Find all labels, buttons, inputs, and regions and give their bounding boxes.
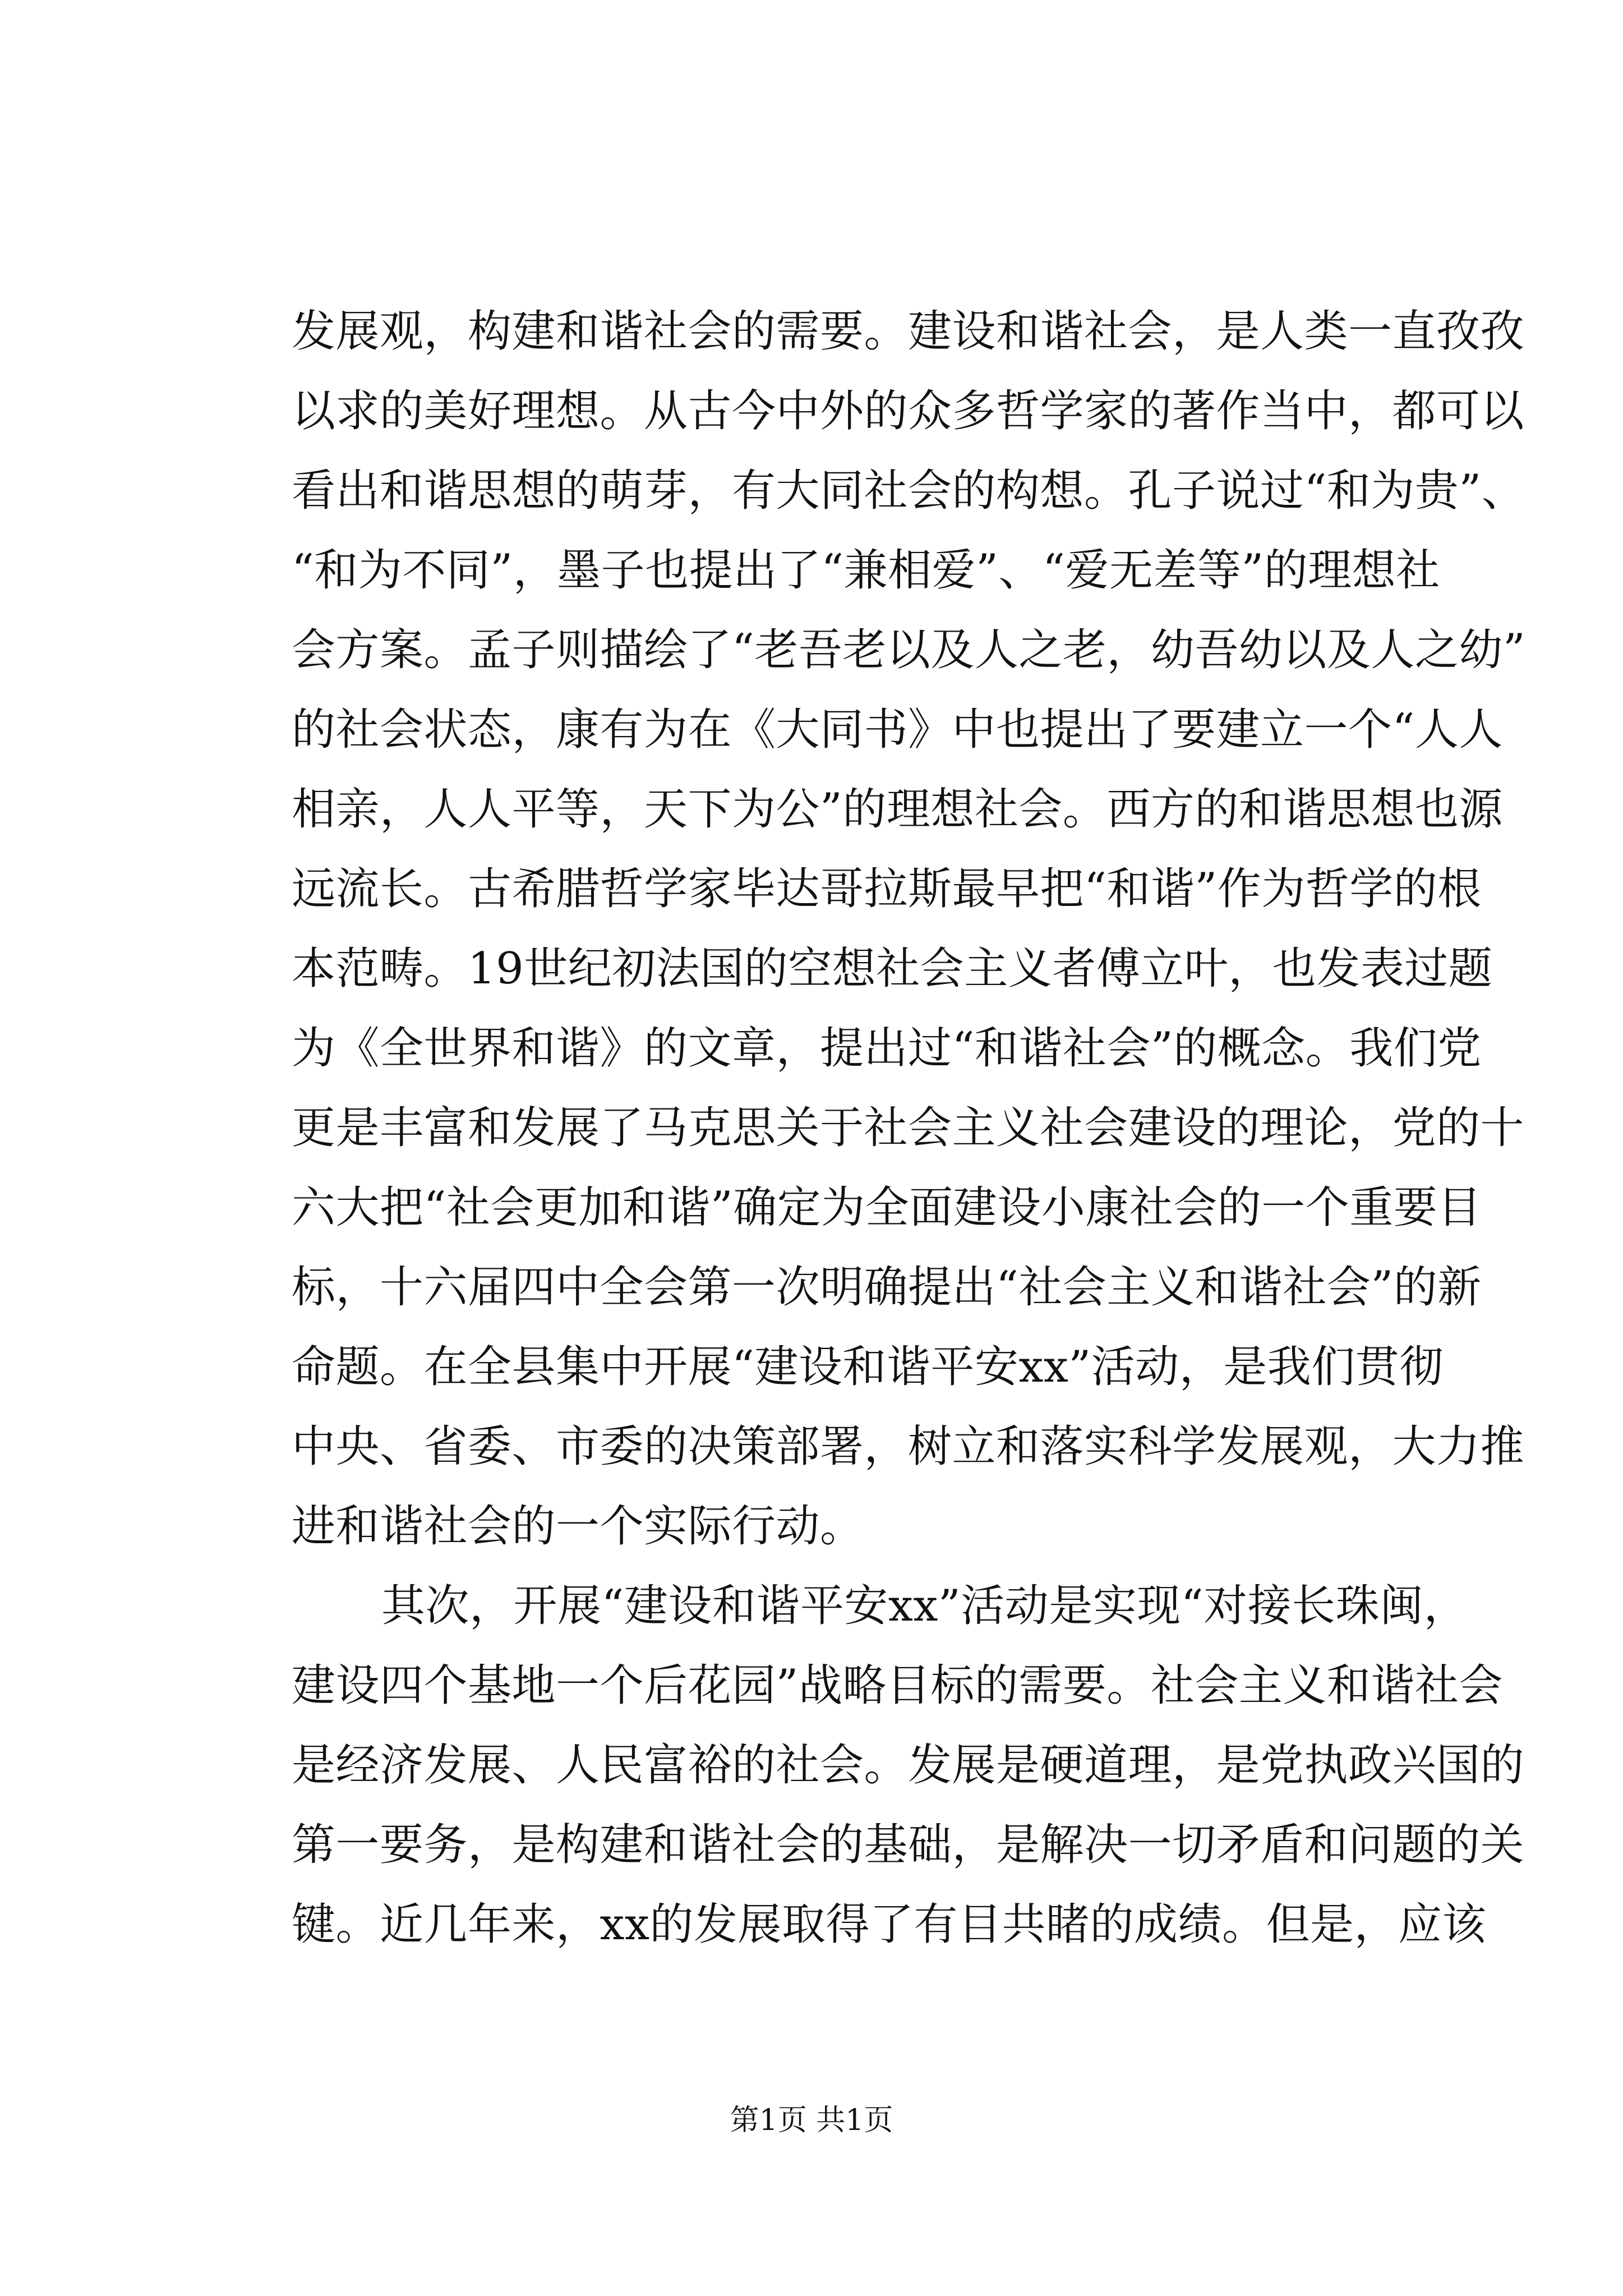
text-line: 为《全世界和谐》的文章，提出过“和谐社会”的概念。我们党 [292,1023,1482,1074]
text-line: 的社会状态，康有为在《大同书》中也提出了要建立一个“人人 [292,705,1503,755]
document-body [292,292,1526,1964]
text-line: 远流长。古希腊哲学家毕达哥拉斯最早把“和谐”作为哲学的根 [292,864,1482,914]
text-line: “和为不同”，墨子也提出了“兼相爱”、“爱无差等”的理想社 [292,545,1440,596]
page-number-label: 第1页 共1页 [730,2104,893,2137]
text-line: 第一要务，是构建和谐社会的基础，是解决一切矛盾和问题的关 [292,1820,1525,1870]
text-line: 中央、省委、市委的决策部署，树立和落实科学发展观，大力推 [292,1421,1525,1472]
text-line: 相亲，人人平等，天下为公”的理想社会。西方的和谐思想也源 [292,784,1503,835]
text-line: 更是丰富和发展了马克思关于社会主义社会建设的理论，党的十 [292,1103,1525,1153]
text-line: 键。近几年来，xx的发展取得了有目共睹的成绩。但是，应该 [292,1899,1486,1950]
text-line: 建设四个基地一个后花园”战略目标的需要。社会主义和谐社会 [292,1660,1503,1711]
text-line: 发展观，构建和谐社会的需要。建设和谐社会，是人类一直孜孜 [292,306,1525,357]
text-line: 六大把“社会更加和谐”确定为全面建设小康社会的一个重要目 [292,1182,1482,1233]
text-line: 看出和谐思想的萌芽，有大同社会的构想。孔子说过“和为贵”、 [292,466,1526,516]
text-line: 会方案。孟子则描绘了“老吾老以及人之老，幼吾幼以及人之幼” [292,625,1526,675]
text-line: 以求的美好理想。从古今中外的众多哲学家的著作当中，都可以 [292,386,1525,436]
page-footer [0,2101,1623,2140]
text-line: 命题。在全县集中开展“建设和谐平安xx”活动，是我们贯彻 [292,1342,1444,1392]
text-line: 本范畴。19世纪初法国的空想社会主义者傅立叶，也发表过题 [292,944,1493,994]
text-line: 进和谐社会的一个实际行动。 [292,1501,864,1552]
paragraph-first-line: 其次，开展“建设和谐平安xx”活动是实现“对接长珠闽， [381,1581,1468,1631]
text-line: 是经济发展、人民富裕的社会。发展是硬道理，是党执政兴国的 [292,1740,1525,1791]
text-line: 标，十六届四中全会第一次明确提出“社会主义和谐社会”的新 [292,1262,1482,1313]
